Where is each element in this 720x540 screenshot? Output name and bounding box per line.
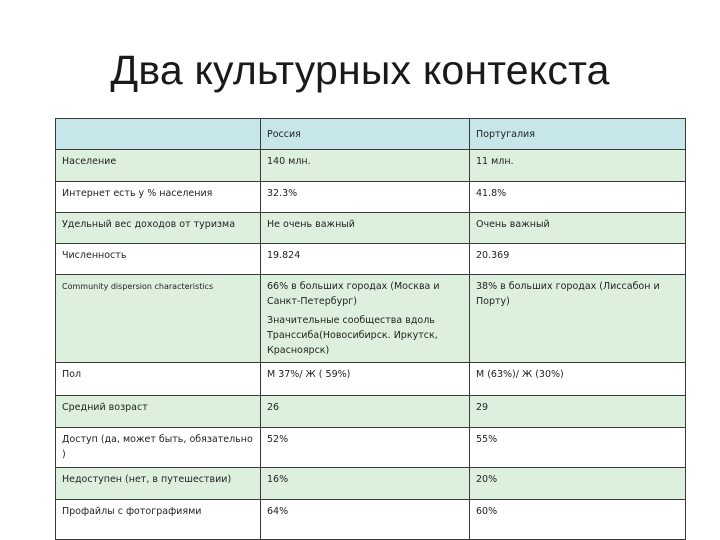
- cell-portugal: 11 млн.: [470, 150, 686, 182]
- cell-portugal: 38% в больших городах (Лиссабон и Порту): [470, 275, 686, 363]
- header-russia: Россия: [261, 119, 470, 150]
- cell-russia: 26: [261, 396, 470, 428]
- cell-portugal: 20.369: [470, 244, 686, 275]
- row-label: Недоступен (нет, в путешествии): [56, 468, 261, 500]
- slide-title: Два культурных контекста: [110, 47, 610, 93]
- table-row: [56, 428, 686, 468]
- table-row: [56, 182, 686, 213]
- cell-russia: [261, 275, 470, 363]
- table-row: [56, 213, 686, 244]
- cell-russia: Не очень важный: [261, 213, 470, 244]
- cell-portugal: 60%: [470, 500, 686, 540]
- cell-portugal: М (63%)/ Ж (30%): [470, 363, 686, 396]
- cell-russia: 140 млн.: [261, 150, 470, 182]
- cell-russia-text: 66% в больших городах (Москва и Санкт-Петербург): [267, 281, 440, 307]
- cell-russia: 52%: [261, 428, 470, 468]
- table-row: [56, 363, 686, 396]
- row-label: Население: [56, 150, 261, 182]
- table-row: [56, 468, 686, 500]
- row-label: Численность: [56, 244, 261, 275]
- cell-portugal: 29: [470, 396, 686, 428]
- comparison-table: [55, 118, 686, 540]
- cell-portugal: 41.8%: [470, 182, 686, 213]
- row-label: Интернет есть у % населения: [56, 182, 261, 213]
- cell-russia: М 37%/ Ж ( 59%): [261, 363, 470, 396]
- cell-portugal: 20%: [470, 468, 686, 500]
- row-label: Пол: [56, 363, 261, 396]
- cell-russia: 32.3%: [261, 182, 470, 213]
- row-label: Community dispersion characteristics: [56, 275, 261, 363]
- table-row: [56, 500, 686, 540]
- table-row: [56, 244, 686, 275]
- cell-portugal: Очень важный: [470, 213, 686, 244]
- table-row: [56, 150, 686, 182]
- row-label: Удельный вес доходов от туризма: [56, 213, 261, 244]
- cell-russia-extra-text: Значительные сообщества вдоль Транссиба(Новосибирск. Иркутск, Красноярск): [267, 315, 438, 356]
- cell-russia: 16%: [261, 468, 470, 500]
- header-portugal: Португалия: [470, 119, 686, 150]
- cell-russia: 19.824: [261, 244, 470, 275]
- cell-russia: 64%: [261, 500, 470, 540]
- cell-portugal: 55%: [470, 428, 686, 468]
- table-row: [56, 275, 686, 363]
- header-empty-cell: [56, 119, 261, 150]
- table-header-row: [56, 119, 686, 150]
- row-label: Профайлы с фотографиями: [56, 500, 261, 540]
- row-label: Доступ (да, может быть, обязательно ): [56, 428, 261, 468]
- row-label: Средний возраст: [56, 396, 261, 428]
- table-row: [56, 396, 686, 428]
